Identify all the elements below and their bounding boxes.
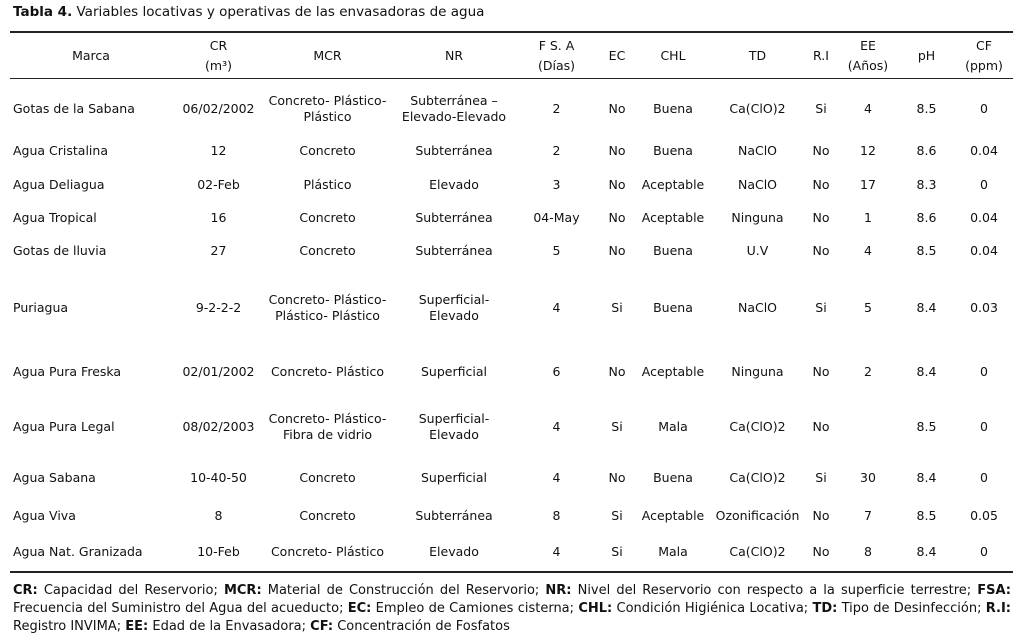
header-mcr: MCR [313,48,342,63]
legend-text: Concentración de Fosfatos [337,619,510,634]
header-marca: Marca [72,48,110,63]
cell-chl: Buena [653,101,693,116]
cell-mcr: Concreto- Plástico- Fibra de vidrio [268,410,387,442]
cell-ec: No [608,469,626,485]
cell-chl: Aceptable [641,363,705,379]
cell-chl: Aceptable [641,176,705,192]
cell-chl: Buena [653,243,693,258]
cell-mcr: Concreto- Plástico- Plástico [268,93,387,124]
header-cr: CR (m³) [205,38,232,73]
cell-td: Ca(ClO)2 [729,101,786,116]
cell-chl: Aceptable [641,507,705,523]
cell-cf: 0 [980,544,988,559]
cell-ee: 4 [864,243,872,258]
cell-mcr: Concreto [299,507,356,523]
cell-cf: 0.04 [970,143,998,158]
cell-chl: Aceptable [641,209,705,225]
legend-abbr: CR: [13,583,38,598]
cell-ph: 8.5 [916,507,937,523]
cell-ri: No [812,143,830,158]
cell-nr: Superficial [421,469,487,485]
cell-ri: No [812,418,830,434]
cell-marca: Agua Pura Freska [13,363,122,379]
cell-ee: 2 [864,363,872,379]
cell-cf: 0.04 [970,209,998,225]
cell-fsa: 3 [552,176,561,192]
cell-fsa: 2 [552,143,561,158]
cell-cr: 06/02/2002 [182,101,255,116]
header-ee: EE (Años) [847,38,889,73]
legend-text: Frecuencia del Suministro del Agua del acueducto; [13,601,344,616]
cell-cf: 0 [980,101,988,116]
table-top-rule [10,31,1013,33]
cell-ee: 5 [864,300,872,315]
cell-mcr: Concreto [299,209,356,225]
cell-mcr: Plástico [303,176,352,192]
legend-text: Empleo de Camiones cisterna; [375,601,575,616]
cell-ec: Si [611,507,623,523]
cell-ph: 8.5 [916,243,937,258]
cell-nr: Subterránea [415,209,493,225]
cell-nr: Superficial [421,363,487,379]
cell-marca: Gotas de la Sabana [13,101,135,116]
cell-ec: No [608,176,626,192]
cell-ec: Si [611,300,623,315]
cell-chl: Mala [658,544,688,559]
cell-marca: Gotas de lluvia [13,243,107,258]
cell-chl: Buena [653,469,693,485]
cell-mcr: Concreto [299,143,356,158]
table-header-rule [10,78,1013,79]
cell-ri: No [812,507,830,523]
cell-chl: Mala [658,418,688,434]
cell-mcr: Concreto [299,469,356,485]
cell-ec: No [608,101,626,116]
cell-marca: Agua Nat. Granizada [13,544,143,559]
cell-cf: 0 [980,176,988,192]
table-legend [13,582,1011,636]
header-nr: NR [444,48,464,63]
legend-text: Tipo de Desinfección; [841,601,982,616]
cell-td: NaClO [737,176,778,192]
cell-marca: Agua Deliagua [13,176,105,192]
cell-ph: 8.3 [916,176,937,192]
legend-abbr: NR: [545,583,572,598]
cell-cr: 27 [210,243,227,258]
cell-ee: 7 [864,507,872,523]
cell-ri: No [812,176,830,192]
cell-ph: 8.5 [916,418,937,434]
header-fsa: F S. A (Días) [537,38,576,73]
cell-ec: No [608,209,626,225]
cell-ri: No [812,243,830,258]
cell-mcr: Concreto- Plástico [270,544,385,559]
cell-marca: Agua Viva [13,507,76,523]
cell-ph: 8.6 [916,209,937,225]
legend-abbr: EC: [347,601,372,616]
cell-nr: Subterránea [415,143,493,158]
cell-marca: Agua Cristalina [13,143,108,158]
cell-marca: Agua Sabana [13,469,96,485]
header-ph: pH [917,48,936,63]
cell-ec: No [608,243,626,258]
cell-cr: 9-2-2-2 [195,300,242,315]
cell-ee: 30 [860,469,876,485]
cell-cr: 8 [214,507,223,523]
cell-ph: 8.4 [916,469,937,485]
cell-ri: Si [815,101,827,116]
cell-ee: 1 [864,209,872,225]
cell-ri: Si [815,469,827,485]
cell-td: Ninguna [731,363,784,379]
cell-ee [838,395,898,458]
cell-cr: 12 [210,143,227,158]
header-chl: CHL [660,48,686,63]
table-caption [13,4,484,20]
cell-cr: 16 [210,209,227,225]
cell-nr: Subterránea [415,507,493,523]
cell-fsa: 2 [552,101,561,116]
cell-ph: 8.5 [916,101,937,116]
cell-td: Ca(ClO)2 [729,544,786,559]
cell-cr: 02/01/2002 [182,363,255,379]
cell-mcr: Concreto [299,243,356,258]
cell-marca: Puriagua [13,300,69,315]
legend-text: Material de Construcción del Reservorio; [267,583,540,598]
legend-text: Condición Higiénica Locativa; [616,601,809,616]
cell-mcr: Concreto- Plástico [270,363,385,379]
legend-abbr: MCR: [223,583,262,598]
table-bottom-rule [10,571,1013,573]
cell-ec: No [608,363,626,379]
cell-fsa: 4 [552,418,561,434]
legend-abbr: CHL: [578,601,613,616]
cell-cf: 0.03 [970,300,998,315]
cell-td: NaClO [737,300,778,315]
cell-ee: 8 [864,544,872,559]
cell-chl: Buena [653,143,693,158]
cell-mcr: Concreto- Plástico- Plástico- Plástico [268,292,387,323]
caption-label: Tabla 4. [13,4,73,20]
cell-td: Ca(ClO)2 [729,469,786,485]
cell-ec: Si [611,418,623,434]
cell-ec: Si [611,544,623,559]
cell-cr: 08/02/2003 [182,418,255,434]
legend-abbr: EE: [125,619,149,634]
legend-text: Capacidad del Reservorio; [43,583,218,598]
header-ec: EC [608,48,626,63]
legend-abbr: TD: [812,601,838,616]
cell-ph: 8.4 [916,544,937,559]
cell-ee: 12 [860,143,876,158]
caption-text: Variables locativas y operativas de las envasadoras de agua [76,4,485,20]
cell-ri: No [812,363,830,379]
cell-td: Ca(ClO)2 [729,418,786,434]
cell-fsa: 04-May [533,209,580,225]
cell-cf: 0 [980,418,988,434]
legend-abbr: CF: [310,619,334,634]
legend-abbr: R.I: [985,601,1011,616]
legend-abbr: FSA: [977,583,1012,598]
header-td: TD [748,48,767,63]
cell-nr: Subterránea [415,243,493,258]
cell-td: U.V [746,243,769,258]
cell-ec: No [608,143,626,158]
cell-fsa: 8 [552,507,561,523]
legend-text: Registro INVIMA; [13,619,122,634]
cell-cf: 0.04 [970,243,998,258]
cell-chl: Buena [653,300,693,315]
cell-ph: 8.6 [916,143,937,158]
cell-nr: Subterránea – Elevado-Elevado [401,93,507,124]
cell-ri: No [812,544,830,559]
cell-marca: Agua Tropical [13,209,97,225]
cell-cr: 02-Feb [197,176,240,192]
cell-nr: Elevado [429,544,479,559]
cell-ph: 8.4 [916,363,937,379]
cell-cf: 0.05 [970,507,998,523]
cell-nr: Superficial- Elevado [418,292,490,323]
cell-ee: 17 [860,176,876,192]
cell-cr: 10-Feb [197,544,240,559]
cell-marca: Agua Pura Legal [13,418,115,434]
cell-fsa: 4 [552,469,561,485]
cell-td: NaClO [737,143,778,158]
cell-nr: Superficial- Elevado [418,410,490,442]
cell-td: Ninguna [731,209,784,225]
cell-ee: 4 [864,101,872,116]
header-cf: CF (ppm) [965,38,1003,73]
legend-text: Nivel del Reservorio con respecto a la superficie terrestre; [577,583,972,598]
cell-fsa: 4 [552,544,561,559]
legend-text: Edad de la Envasadora; [152,619,307,634]
cell-td: Ozonificación [715,507,800,523]
cell-fsa: 6 [552,363,561,379]
cell-ri: Si [815,300,827,315]
cell-cf: 0 [980,363,988,379]
cell-fsa: 4 [552,300,561,315]
header-ri: R.I [813,48,829,63]
cell-ri: No [812,209,830,225]
cell-cr: 10-40-50 [190,469,247,485]
cell-fsa: 5 [552,243,561,258]
cell-cf: 0 [980,469,988,485]
cell-ph: 8.4 [916,300,937,315]
cell-nr: Elevado [429,176,479,192]
